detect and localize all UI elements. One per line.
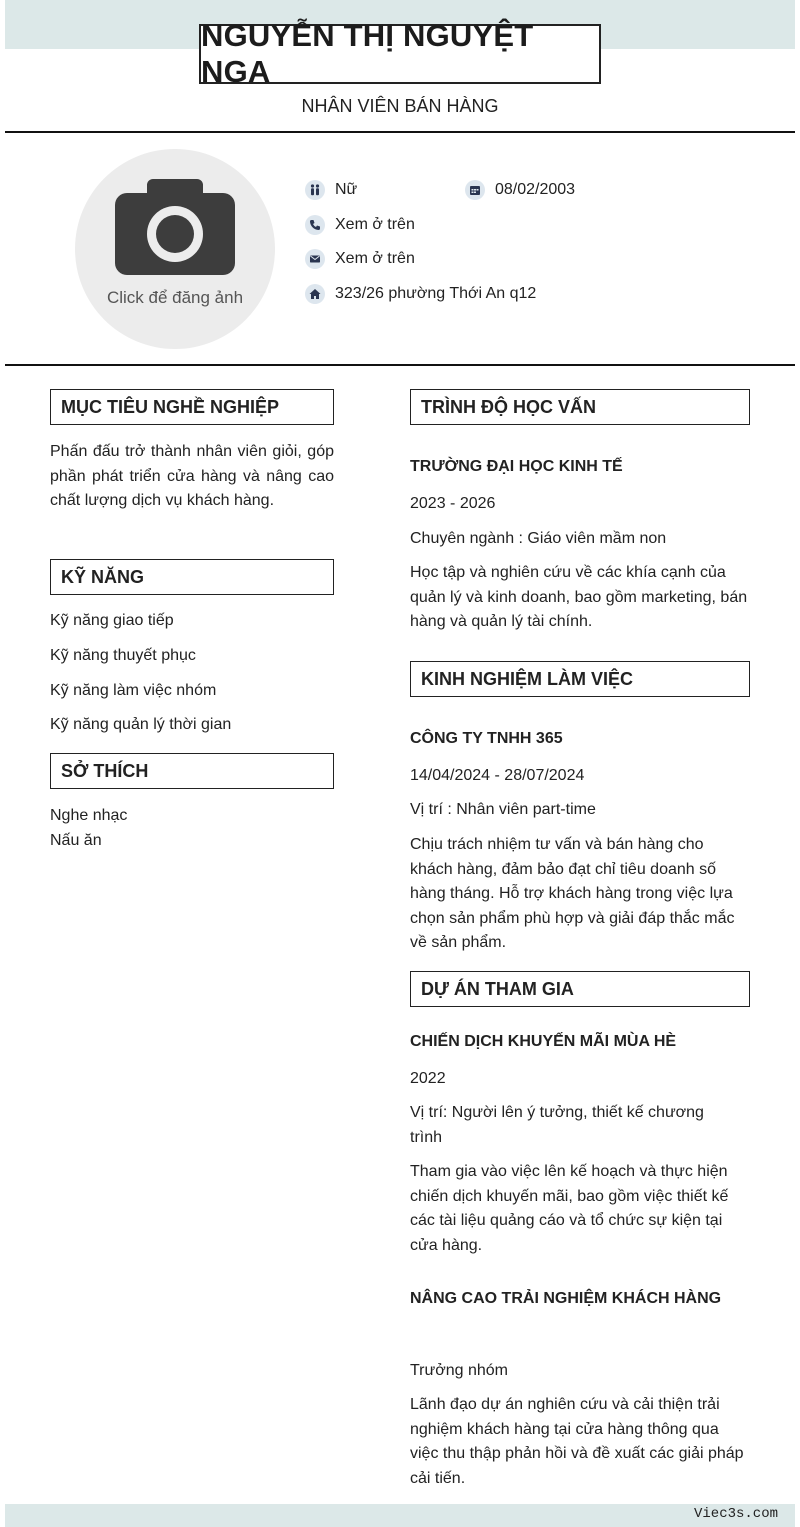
info-divider bbox=[5, 364, 795, 366]
project-description: Lãnh đạo dự án nghiên cứu và cải thiện trải nghiệm khách hàng tại cửa hàng thông qua việc thu thập phản hồi và đề xuất các giải pháp cải tiến. bbox=[410, 1396, 744, 1487]
phone-row bbox=[305, 215, 415, 235]
avatar-upload[interactable] bbox=[75, 149, 275, 349]
skill-item: Kỹ năng quản lý thời gian bbox=[50, 716, 232, 733]
project-name: NÂNG CAO TRẢI NGHIỆM KHÁCH HÀNG bbox=[410, 1290, 722, 1307]
education-description: Học tập và nghiên cứu về các khía cạnh của quản lý và kinh doanh, bao gồm marketing, bán hàng và quản lý tài chính. bbox=[410, 564, 748, 631]
experience-position: Vị trí : Nhân viên part-time bbox=[410, 801, 596, 818]
email-value: Xem ở trên bbox=[335, 250, 415, 267]
skill-item: Kỹ năng giao tiếp bbox=[50, 612, 174, 629]
projects-heading: DỰ ÁN THAM GIA bbox=[410, 971, 750, 1007]
avatar-label: Click để đăng ảnh bbox=[106, 288, 244, 307]
education-heading: TRÌNH ĐỘ HỌC VẤN bbox=[410, 389, 750, 425]
candidate-name: NGUYỄN THỊ NGUYỆT NGA bbox=[201, 18, 534, 89]
project-year: 2022 bbox=[410, 1070, 446, 1087]
gender-icon bbox=[305, 180, 325, 200]
objective-heading: MỤC TIÊU NGHỀ NGHIỆP bbox=[50, 389, 334, 425]
birthday-value: 08/02/2003 bbox=[495, 181, 576, 198]
envelope-icon bbox=[305, 249, 325, 269]
home-icon bbox=[305, 284, 325, 304]
job-title: NHÂN VIÊN BÁN HÀNG bbox=[301, 96, 499, 116]
skills-heading: KỸ NĂNG bbox=[50, 559, 334, 595]
hobbies-heading: SỞ THÍCH bbox=[50, 753, 334, 789]
experience-description: Chịu trách nhiệm tư vấn và bán hàng cho khách hàng, đảm bảo đạt chỉ tiêu doanh số hàng tháng. Hỗ trợ khách hàng trong việc lựa chọn sản phẩm phù hợp và giải đáp thắc mắc về sản phẩm. bbox=[410, 836, 735, 952]
footer-band bbox=[5, 1504, 795, 1527]
footer-watermark: Viec3s.com bbox=[693, 1506, 778, 1522]
hobby-item: Nghe nhạc bbox=[50, 807, 128, 824]
address-value: 323/26 phường Thới An q12 bbox=[335, 285, 537, 302]
education-school: TRƯỜNG ĐẠI HỌC KINH TẾ bbox=[410, 458, 623, 475]
camera-icon bbox=[115, 177, 235, 281]
address-row bbox=[305, 284, 536, 304]
gender-value: Nữ bbox=[335, 181, 358, 198]
project-role: Trưởng nhóm bbox=[410, 1362, 508, 1379]
skill-item: Kỹ năng làm việc nhóm bbox=[50, 682, 217, 699]
experience-company: CÔNG TY TNHH 365 bbox=[410, 730, 563, 747]
calendar-icon bbox=[465, 180, 485, 200]
email-row bbox=[305, 249, 415, 269]
education-period: 2023 - 2026 bbox=[410, 495, 496, 512]
birthday-row bbox=[465, 180, 575, 200]
skill-item: Kỹ năng thuyết phục bbox=[50, 647, 196, 664]
education-major: Chuyên ngành : Giáo viên mầm non bbox=[410, 530, 667, 547]
phone-icon bbox=[305, 215, 325, 235]
objective-text: Phấn đấu trở thành nhân viên giỏi, góp phần phát triển cửa hàng và nâng cao chất lượng dịch vụ khách hàng. bbox=[50, 443, 334, 510]
experience-period: 14/04/2024 - 28/07/2024 bbox=[410, 767, 585, 784]
project-description: Tham gia vào việc lên kế hoạch và thực hiện chiến dịch khuyến mãi, bao gồm việc thiết kế các tài liệu quảng cáo và tổ chức sự kiện tại cửa hàng. bbox=[410, 1163, 729, 1254]
project-name: CHIẾN DỊCH KHUYẾN MÃI MÙA HÈ bbox=[410, 1033, 677, 1050]
hobby-item: Nấu ăn bbox=[50, 832, 102, 849]
gender-row bbox=[305, 180, 357, 200]
experience-heading: KINH NGHIỆM LÀM VIỆC bbox=[410, 661, 750, 697]
phone-value: Xem ở trên bbox=[335, 216, 415, 233]
header-divider bbox=[5, 131, 795, 133]
name-box bbox=[199, 18, 601, 89]
project-role: Vị trí: Người lên ý tưởng, thiết kế chương trình bbox=[410, 1104, 704, 1146]
